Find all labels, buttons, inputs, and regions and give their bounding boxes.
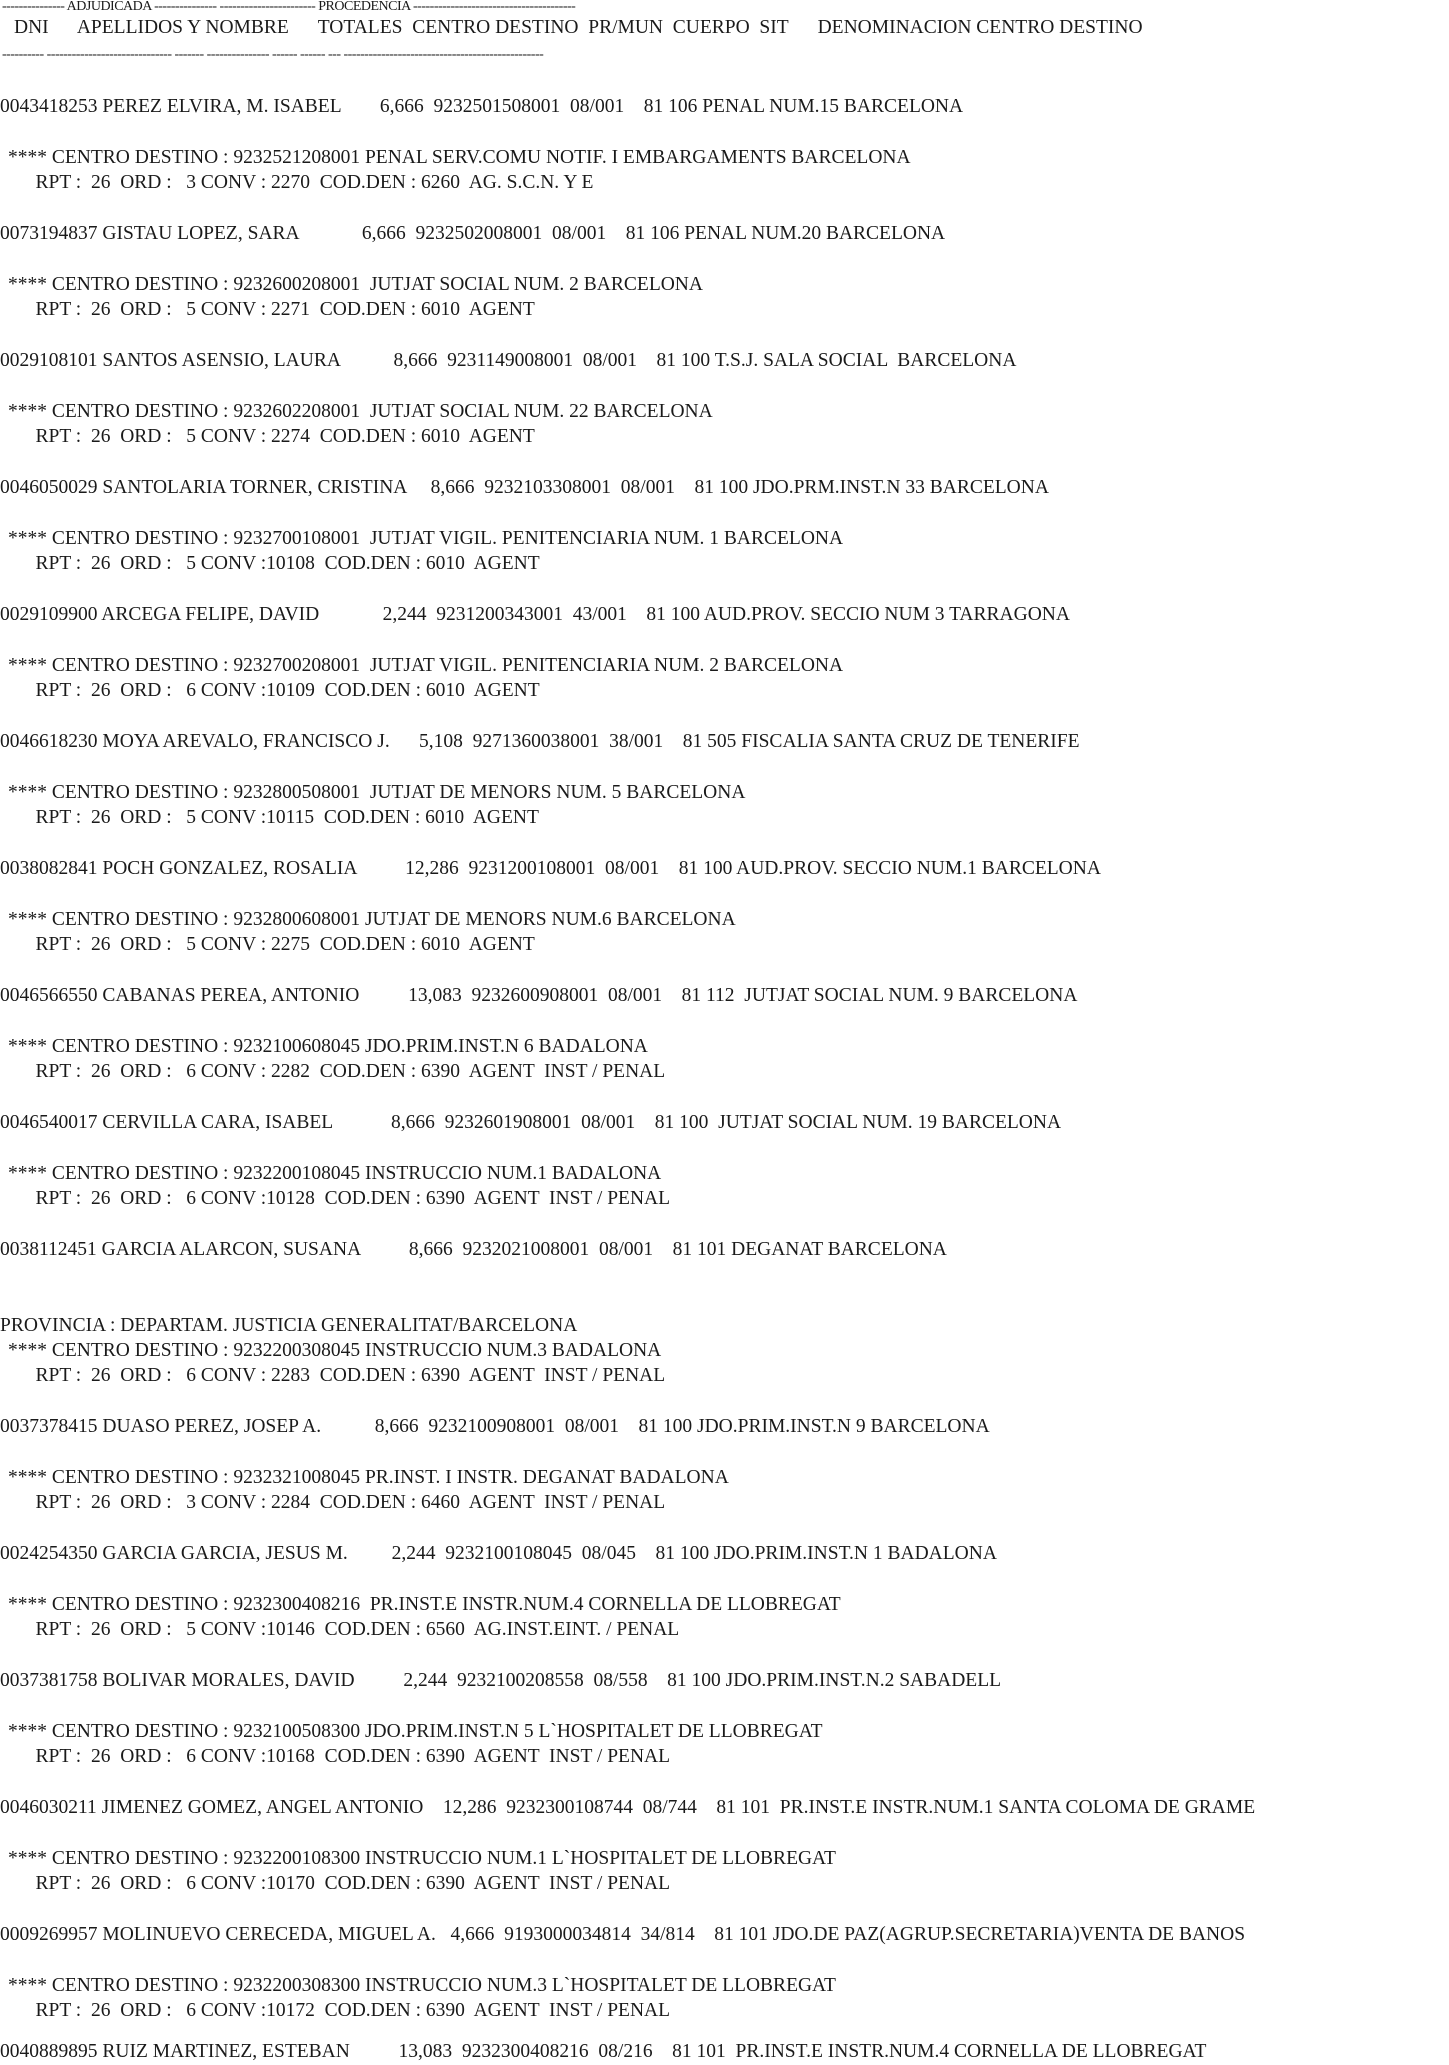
rpt-line: RPT : 26 ORD : 6 CONV : 2283 COD.DEN : 6390 AGENT INST / PENAL: [16, 1365, 666, 1386]
destination-line: **** CENTRO DESTINO : 9232100608045 JDO.PRIM.INST.N 6 BADALONA: [8, 1036, 648, 1057]
destination-line: **** CENTRO DESTINO : 9232321008045 PR.INST. I INSTR. DEGANAT BADALONA: [8, 1467, 729, 1488]
record-line: 0046618230 MOYA AREVALO, FRANCISCO J. 5,108 9271360038001 38/001 81 505 FISCALIA SANTA CRUZ DE TENERIFE: [0, 731, 1080, 752]
record-line: 0073194837 GISTAU LOPEZ, SARA 6,666 9232502008001 08/001 81 106 PENAL NUM.20 BARCELONA: [0, 223, 946, 244]
record-line: 0029109900 ARCEGA FELIPE, DAVID 2,244 9231200343001 43/001 81 100 AUD.PROV. SECCIO NUM 3 TARRAGONA: [0, 604, 1070, 625]
destination-line: **** CENTRO DESTINO : 9232700208001 JUTJAT VIGIL. PENITENCIARIA NUM. 2 BARCELONA: [8, 655, 844, 676]
rpt-line: RPT : 26 ORD : 5 CONV :10115 COD.DEN : 6010 AGENT: [16, 807, 539, 828]
record-line: 0029108101 SANTOS ASENSIO, LAURA 8,666 9231149008001 08/001 81 100 T.S.J. SALA SOCIAL BARCELONA: [0, 350, 1017, 371]
destination-line: **** CENTRO DESTINO : 9232800608001 JUTJAT DE MENORS NUM.6 BARCELONA: [8, 909, 736, 930]
column-headers: DNI APELLIDOS Y NOMBRE TOTALES CENTRO DESTINO PR/MUN CUERPO SIT DENOMINACION CENTRO DESTINO: [14, 17, 1143, 38]
header-rule-top: --------------- ADJUDICADA --------------- ----------------------- PROCEDENCIA ---------------------------------------: [2, 0, 576, 14]
destination-line: **** CENTRO DESTINO : 9232700108001 JUTJAT VIGIL. PENITENCIARIA NUM. 1 BARCELONA: [8, 528, 844, 549]
record-line: 0046540017 CERVILLA CARA, ISABEL 8,666 9232601908001 08/001 81 100 JUTJAT SOCIAL NUM. 19 BARCELONA: [0, 1112, 1062, 1133]
record-line: 0037378415 DUASO PEREZ, JOSEP A. 8,666 9232100908001 08/001 81 100 JDO.PRIM.INST.N 9 BARCELONA: [0, 1416, 990, 1437]
rpt-line: RPT : 26 ORD : 5 CONV : 2271 COD.DEN : 6010 AGENT: [16, 299, 535, 320]
rpt-line: RPT : 26 ORD : 5 CONV :10108 COD.DEN : 6010 AGENT: [16, 553, 540, 574]
rpt-line: RPT : 26 ORD : 6 CONV :10172 COD.DEN : 6390 AGENT INST / PENAL: [16, 2000, 671, 2021]
destination-line: **** CENTRO DESTINO : 9232200308045 INSTRUCCIO NUM.3 BADALONA: [8, 1340, 662, 1361]
destination-line: **** CENTRO DESTINO : 9232600208001 JUTJAT SOCIAL NUM. 2 BARCELONA: [8, 274, 703, 295]
header-rule-bottom: ---------- ------------------------------ ------- --------------- ------ ------ --- ------------------------------------------------: [2, 47, 544, 62]
record-line: 0040889895 RUIZ MARTINEZ, ESTEBAN 13,083 9232300408216 08/216 81 101 PR.INST.E INSTR.NUM.4 CORNELLA DE LLOBREGAT: [0, 2041, 1207, 2062]
record-line: 0009269957 MOLINUEVO CERECEDA, MIGUEL A. 4,666 9193000034814 34/814 81 101 JDO.DE PAZ(AGRUP.SECRETARIA)VENTA DE BANOS: [0, 1924, 1246, 1945]
record-line: 0046566550 CABANAS PEREA, ANTONIO 13,083 9232600908001 08/001 81 112 JUTJAT SOCIAL NUM. 9 BARCELONA: [0, 985, 1078, 1006]
rpt-line: RPT : 26 ORD : 6 CONV :10168 COD.DEN : 6390 AGENT INST / PENAL: [16, 1746, 671, 1767]
record-line: 0043418253 PEREZ ELVIRA, M. ISABEL 6,666 9232501508001 08/001 81 106 PENAL NUM.15 BARCELONA: [0, 96, 964, 117]
rpt-line: RPT : 26 ORD : 6 CONV :10128 COD.DEN : 6390 AGENT INST / PENAL: [16, 1188, 671, 1209]
destination-line: **** CENTRO DESTINO : 9232200108045 INSTRUCCIO NUM.1 BADALONA: [8, 1163, 662, 1184]
rpt-line: RPT : 26 ORD : 5 CONV : 2275 COD.DEN : 6010 AGENT: [16, 934, 535, 955]
record-line: 0046050029 SANTOLARIA TORNER, CRISTINA 8,666 9232103308001 08/001 81 100 JDO.PRM.INST.N 33 BARCELONA: [0, 477, 1049, 498]
destination-line: **** CENTRO DESTINO : 9232200108300 INSTRUCCIO NUM.1 L`HOSPITALET DE LLOBREGAT: [8, 1848, 836, 1869]
rpt-line: RPT : 26 ORD : 3 CONV : 2270 COD.DEN : 6260 AG. S.C.N. Y E: [16, 172, 594, 193]
rpt-line: RPT : 26 ORD : 3 CONV : 2284 COD.DEN : 6460 AGENT INST / PENAL: [16, 1492, 666, 1513]
rpt-line: RPT : 26 ORD : 5 CONV :10146 COD.DEN : 6560 AG.INST.EINT. / PENAL: [16, 1619, 680, 1640]
rpt-line: RPT : 26 ORD : 6 CONV :10109 COD.DEN : 6010 AGENT: [16, 680, 540, 701]
record-line: 0046030211 JIMENEZ GOMEZ, ANGEL ANTONIO 12,286 9232300108744 08/744 81 101 PR.INST.E INSTR.NUM.1 SANTA COLOMA DE GRAME: [0, 1797, 1256, 1818]
destination-line: **** CENTRO DESTINO : 9232100508300 JDO.PRIM.INST.N 5 L`HOSPITALET DE LLOBREGAT: [8, 1721, 823, 1742]
destination-line: **** CENTRO DESTINO : 9232300408216 PR.INST.E INSTR.NUM.4 CORNELLA DE LLOBREGAT: [8, 1594, 841, 1615]
provincia-line: PROVINCIA : DEPARTAM. JUSTICIA GENERALITAT/BARCELONA: [0, 1315, 578, 1336]
rpt-line: RPT : 26 ORD : 6 CONV :10170 COD.DEN : 6390 AGENT INST / PENAL: [16, 1873, 671, 1894]
destination-line: **** CENTRO DESTINO : 9232602208001 JUTJAT SOCIAL NUM. 22 BARCELONA: [8, 401, 713, 422]
record-line: 0037381758 BOLIVAR MORALES, DAVID 2,244 9232100208558 08/558 81 100 JDO.PRIM.INST.N.2 SABADELL: [0, 1670, 1002, 1691]
destination-line: **** CENTRO DESTINO : 9232200308300 INSTRUCCIO NUM.3 L`HOSPITALET DE LLOBREGAT: [8, 1975, 836, 1996]
record-line: 0038082841 POCH GONZALEZ, ROSALIA 12,286 9231200108001 08/001 81 100 AUD.PROV. SECCIO NUM.1 BARCELONA: [0, 858, 1101, 879]
rpt-line: RPT : 26 ORD : 5 CONV : 2274 COD.DEN : 6010 AGENT: [16, 426, 535, 447]
destination-line: **** CENTRO DESTINO : 9232800508001 JUTJAT DE MENORS NUM. 5 BARCELONA: [8, 782, 746, 803]
destination-line: **** CENTRO DESTINO : 9232521208001 PENAL SERV.COMU NOTIF. I EMBARGAMENTS BARCELONA: [8, 147, 911, 168]
record-line: 0024254350 GARCIA GARCIA, JESUS M. 2,244 9232100108045 08/045 81 100 JDO.PRIM.INST.N 1 BADALONA: [0, 1543, 997, 1564]
rpt-line: RPT : 26 ORD : 6 CONV : 2282 COD.DEN : 6390 AGENT INST / PENAL: [16, 1061, 666, 1082]
record-line: 0038112451 GARCIA ALARCON, SUSANA 8,666 9232021008001 08/001 81 101 DEGANAT BARCELONA: [0, 1239, 947, 1260]
